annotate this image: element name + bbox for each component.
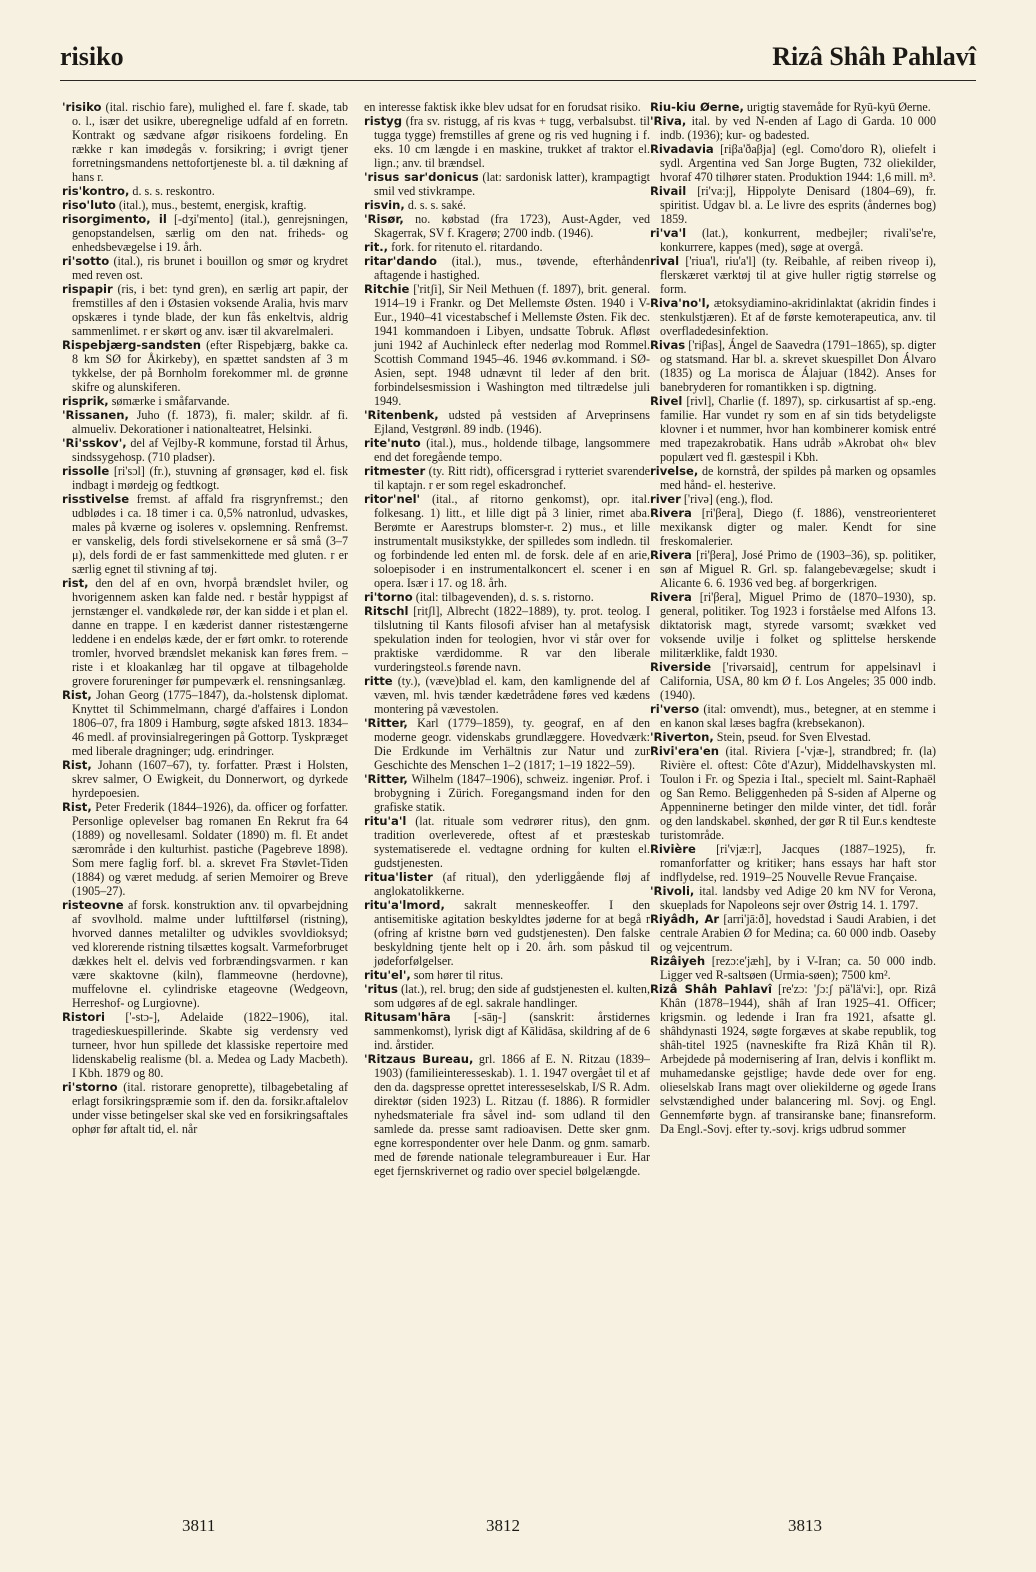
dictionary-entry	[650, 184, 936, 226]
entry-headword: Rispebjærg-sandsten	[62, 338, 202, 352]
dictionary-entry	[650, 842, 936, 884]
entry-headword: Riu-kiu Øerne,	[650, 100, 744, 114]
entry-headword: ritua'lister	[364, 870, 433, 884]
dictionary-entry	[364, 982, 650, 1010]
entry-headword: risorgimento, il	[62, 212, 167, 226]
dictionary-entry	[62, 100, 348, 184]
entry-headword: ri'torno	[364, 590, 413, 604]
entry-text: [riβa'ðaβja] (egl. Como'doro R), oliefelt i sydl. Argentina ved San Jorge Bugten, 732 oliekilder, hvoraf 470 tilhører staten. Produktion 1944: 1,6 mill. m³.	[660, 142, 936, 184]
entry-text: (ital. Riviera [-'vjæ-], strandbred; fr. (la) Rivière el. oftest: Côte d'Azur), Middelhavskysten ml. Toulon i Fr. og Spezia i Ital., specielt ml. Saint-Raphaël og San Remo. Beliggenheden på S-siden af Alperne og Appenninerne betinger den milde vinter, det tidl. forår og den landskabel. skønhed, der gør R til Eur.s kendteste turistområde.	[660, 744, 936, 842]
dictionary-entry	[364, 968, 650, 982]
entry-headword: rivelse,	[650, 464, 699, 478]
entry-headword: rissolle	[62, 464, 110, 478]
column-3	[650, 100, 936, 1500]
entry-headword: 'Ritenbenk,	[364, 408, 439, 422]
dictionary-entry	[62, 212, 348, 254]
dictionary-entry	[364, 114, 650, 170]
dictionary-entry	[62, 394, 348, 408]
entry-headword: Rivera	[650, 506, 692, 520]
entry-text: ['rivərsaid], centrum for appelsinavl i California, USA, 80 km Ø f. Los Angeles; 35 000 indb. (1940).	[660, 660, 936, 702]
entry-text: (ty.), (væve)blad el. kam, den kamlignende del af væven, ml. hvis tænder kædetrådene føres ved kædens montering på vævestolen.	[374, 674, 650, 716]
dictionary-entry	[650, 100, 936, 114]
entry-text: [ri'vjæ:r], Jacques (1887–1925), fr. romanforfatter og kritiker; hans essays har haft stor indflydelse, red. 1919–25 Nouvelle Revue Française.	[660, 842, 936, 884]
entry-text: [-sāŋ-] (sanskrit: årstidernes sammenkomst), lyrisk digt af Kālidāsa, skildring af de 6 ind. årstider.	[374, 1010, 650, 1052]
dictionary-entry	[650, 254, 936, 296]
entry-text: del af Vejlby-R kommune, forstad til Århus, sindssygehosp. (710 pladser).	[72, 436, 348, 464]
entry-text: Karl (1779–1859), ty. geograf, en af den moderne geogr. videnskabs grundlæggere. Hovedværk: Die Erdkunde im Verhältnis zur Natur und zur Geschichte des Menschen 1–2 (1817; 1–19 1822–59).	[374, 716, 650, 772]
dictionary-entry	[364, 772, 650, 814]
dictionary-entry	[364, 212, 650, 240]
entry-text: [ri'sɔl] (fr.), stuvning af grønsager, kød el. fisk indbagt i mørdejg og fedtkogt.	[72, 464, 348, 492]
entry-headword: Rivi'era'en	[650, 744, 720, 758]
column-2	[364, 100, 650, 1500]
entry-text: (lat.), konkurrent, medbejler; rivali'se're, konkurrere, kappes (med), søge at overgå.	[660, 226, 936, 254]
entry-text: (ty. Ritt ridt), officersgrad i rytteriet svarende til kaptajn. r er som regel eskadronchef.	[374, 464, 650, 492]
entry-text: (ital: tilbagevenden), d. s. s. ristorno.	[412, 590, 594, 604]
entry-text: d. s. s. saké.	[404, 198, 466, 212]
entry-headword: 'Riverton,	[650, 730, 714, 744]
entry-text: ['ritʃi], Sir Neil Methuen (f. 1897), brit. general. 1914–19 i Frankr. og Det Mellemste Østen. 1940 i V-Eur., 1940–41 vicestabschef i Mellemste Østen. Fik dec. 1941 kommandoen i Libyen, undsatte Tobruk. Afløst juni 1942 af Auchinleck efter nederlag mod Rommel. Scottish Command 1945–46. 1946 øv.kommand. i SØ-Asien, sept. 1948 udnævnt til leder af den brit. forbindelsesmission i Washington med tiltrædelse juli 1949.	[374, 282, 650, 408]
entry-headword: Rivera	[650, 548, 692, 562]
entry-text: som hører til ritus.	[410, 968, 504, 982]
entry-text: (lat. rituale som vedrører ritus), den gnm. tradition overleverede, oftest af et præsteskab systematiserede el. vedtagne ordning for kulten el. gudstjenesten.	[374, 814, 650, 870]
entry-text: (fra sv. ristugg, af ris kvas + tugg, verbalsubst. til tugga tygge) fremstilles af grene og ris ved hugning i f. eks. 10 cm længde i en maskine, trukket af traktor el. lign.; anv. til brændsel.	[374, 114, 650, 170]
entry-headword: ri'storno	[62, 1080, 118, 1094]
entry-headword: 'Risør,	[364, 212, 404, 226]
page-number-1: 3811	[182, 1516, 216, 1535]
dictionary-entry	[62, 758, 348, 800]
entry-headword: Rivas	[650, 338, 686, 352]
dictionary-entry	[364, 282, 650, 408]
entry-headword: Rivera	[650, 590, 692, 604]
entry-text: sakralt menneskeoffer. I den antisemitiske agitation beskyldtes jøderne for at begå r (ofring af kristne børn ved gudstjenesten). Den falske beskyldning tjente helt op i 20. årh. som påskud til jødeforfølgelser.	[374, 898, 650, 968]
entry-text: ['riua'l, riu'a'l] (ty. Reibahle, af reiben riveop i), flerskæret værktøj til at give huller rigtig størrelse og form.	[660, 254, 936, 296]
dictionary-entry	[364, 240, 650, 254]
entry-headword: ri'verso	[650, 702, 700, 716]
entry-text: (ital. ristorare genoprette), tilbagebetaling af erlagt forsikringspræmie som if. den da. forsikr.aftalelov under visse betingelser skal ske ved en forsikringsaftales ophør før aftalt tid, el. når	[72, 1080, 348, 1136]
entry-text: [-dʒi'mento] (ital.), genrejsningen, genopstandelsen, særlig om den nat. friheds- og enhedsbevægelse i 19. årh.	[72, 212, 348, 254]
entry-headword: risteovne	[62, 898, 124, 912]
dictionary-entry	[650, 492, 936, 506]
entry-text: (ital.), ris brunet i bouillon og smør og krydret med reven ost.	[72, 254, 348, 282]
entry-headword: Rist,	[62, 800, 92, 814]
dictionary-entry	[364, 590, 650, 604]
entry-headword: 'ritus	[364, 982, 398, 996]
entry-headword: rite'nuto	[364, 436, 421, 450]
entry-headword: Riverside	[650, 660, 712, 674]
dictionary-entry	[650, 548, 936, 590]
entry-headword: ritor'nel'	[364, 492, 421, 506]
entry-headword: rit.,	[364, 240, 389, 254]
entry-headword: ritte	[364, 674, 393, 688]
entry-headword: 'Rissanen,	[62, 408, 129, 422]
dictionary-entry	[650, 660, 936, 702]
dictionary-entry	[364, 170, 650, 198]
entry-text: d. s. s. reskontro.	[129, 184, 215, 198]
dictionary-entry	[62, 800, 348, 898]
page-header	[60, 42, 976, 82]
entry-headword: 'risiko	[62, 100, 102, 114]
entry-headword: 'Rivoli,	[650, 884, 695, 898]
entry-text: [rezɔ:e'jæh], by i V-Iran; ca. 50 000 indb. Ligger ved R-saltsøen (Urmia-søen); 7500 km².	[660, 954, 936, 982]
entry-text: [ri'βera], Miguel Primo de (1870–1930), sp. general, politiker. Tog 1923 i forståelse med Alfons 13. diktatorisk magt, styrede varsomt; svækket ved voksende uvilje i folket og splittelse herskende militærklike, faldt 1930.	[660, 590, 936, 660]
entry-headword: Rist,	[62, 688, 92, 702]
entry-headword: risprik,	[62, 394, 109, 408]
entry-text: sømærke i småfarvande.	[108, 394, 230, 408]
dictionary-entry	[650, 954, 936, 982]
dictionary-entry	[650, 114, 936, 142]
entry-headword: 'Ritzaus Bureau,	[364, 1052, 474, 1066]
entry-text: (ital: omvendt), mus., betegner, at en stemme i en kanon skal læses bagfra (krebsekanon).	[660, 702, 936, 730]
entry-text: den del af en ovn, hvorpå brændslet hviler, og hvorigennem asken kan falde ned. r består hyppigst af jernstænger el. vandkølede rør, der kan sidde i et plan el. danne en trappe. I en kæderist danner ristestængerne leddene i en endeløs kæde, der er ført omkr. to roterende tromler, hvorved brændslet mekanisk kan føres frem. – riste i et kloakanlæg har til opgave at tilbageholde grovere forureninger før pumpeværk el. rensningsanlæg.	[72, 576, 348, 688]
entry-headword: Ristori	[62, 1010, 106, 1024]
dictionary-entry	[364, 870, 650, 898]
entry-text: Stein, pseud. for Sven Elvestad.	[713, 730, 871, 744]
dictionary-entry	[650, 338, 936, 394]
dictionary-entry	[62, 464, 348, 492]
dictionary-entry	[62, 1010, 348, 1080]
entry-headword: 'Ritter,	[364, 772, 408, 786]
dictionary-entry	[364, 1052, 650, 1178]
entry-text: [re'zɔ: 'ʃɔ:ʃ pä'lä'vi:], opr. Rizâ Khân (1878–1944), shâh af Iran 1925–41. Officer; krigsmin. og ledende i Iran fra 1921, afsatte gl. shâhdynasti 1924, søgte forgæves at skabe republik, tog shâh-titel 1925 (navneskifte fra Rizâ Khân til R). Arbejdede på modernisering af Iran, delvis i konflikt m. muhamedanske gejstlige; havde dede over for eng. olieselskab Irans magt over oliekilderne og øgede Irans selvstændighed under balancering ml. Sovj. og Engl. Gennemførte bygn. af transiranske bane; finansreform. Da Engl.-Sovj. efter ty.-sovj. krigs udbrud sommer	[660, 982, 936, 1136]
entry-text: [rivl], Charlie (f. 1897), sp. cirkusartist af sp.-eng. familie. Har vundet ry som en af sin tids betydeligste klovner i et nummer, hvor han kombinerer komisk entré med trapezakrobatik. Hans udråb »Akrobat oh« blev populært ved fl. gæstespil i Kbh.	[660, 394, 936, 464]
entry-text: ital. by ved N-enden af Lago di Garda. 10 000 indb. (1936); kur- og badested.	[660, 114, 936, 142]
entry-text: [ri'va:j], Hippolyte Denisard (1804–69), fr. spiritist. Udgav bl. a. Le livre des esprits (åndernes bog) 1859.	[660, 184, 936, 226]
dictionary-entry	[364, 492, 650, 590]
entry-text: Juho (f. 1873), fi. maler; skildr. af fi. almueliv. Dekorationer i nationalteatret, Helsinki.	[72, 408, 348, 436]
entry-headword: riso'luto	[62, 198, 116, 212]
entry-headword: Ritschl	[364, 604, 409, 618]
entry-text: urigtig stavemåde for Ryū-kyū Øerne.	[743, 100, 931, 114]
entry-headword: ri'va'l	[650, 226, 687, 240]
entry-text: Peter Frederik (1844–1926), da. officer og forfatter. Personlige oplevelser bag romanen En Rekrut fra 64 (1889) og novellesaml. Soldater (1890) m. fl. Et andet særområde i den kulturhist. pastiche (Pagebreve 1898). Som mere faglig forf. bl. a. skrevet Fra Støvlet-Tiden (1884) og været medudg. af serien Memoirer og Breve (1905–27).	[72, 800, 348, 898]
entry-headword: 'Riva,	[650, 114, 687, 128]
dictionary-entry	[650, 912, 936, 954]
header-right-guideword: Rizâ Shâh Pahlavî	[772, 42, 976, 71]
dictionary-entry	[650, 394, 936, 464]
entry-text: fremst. af affald fra risgrynfremst.; den udblødes i ca. 18 timer i ca. 0,5% natronlud, udvaskes, males på kværne og isoleres v. opslemning. Renfremst. er vanskelig, dels fordi stivelsekornene er så små (3–7 μ), dels fordi de er fast sammenkittede med gluten. r er særlig egnet til stivning af tøj.	[72, 492, 348, 576]
dictionary-entry	[650, 744, 936, 842]
entry-text: ['rivə] (eng.), flod.	[680, 492, 774, 506]
dictionary-entry	[650, 142, 936, 184]
entry-text: (ris, i bet: tynd gren), en særlig art papir, der fremstilles af den i Østasien voksende Aralia, hvis marv opskæres i tynde blade, der kun fås enkeltvis, aldrig sammenlimet. r er skørt og anv. især til akvarelmaleri.	[72, 282, 348, 338]
dictionary-entry	[62, 1080, 348, 1136]
dictionary-entry	[364, 898, 650, 968]
entry-headword: ritmester	[364, 464, 426, 478]
entry-text: (ital.), mus., tøvende, efterhånden aftagende i hastighed.	[374, 254, 650, 282]
page-number-3: 3813	[788, 1516, 822, 1535]
entry-headword: ritu'el',	[364, 968, 411, 982]
entry-text: Johan Georg (1775–1847), da.-holstensk diplomat. Knyttet til Schimmelmann, chargé d'affaires i London 1806–07, fra 1809 i Hamburg, søgte afsked 1813. 1834–46 medl. af provinsialregeringen på Gottorp. Tyskpræget med liberale dragninger; udg. erindringer.	[72, 688, 348, 758]
entry-headword: rist,	[62, 576, 89, 590]
entry-text: (ital. rischio fare), mulighed el. fare f. skade, tab o. l., især det usikre, uberegnelige udfald af en forretn. Kontrakt og sædvane afgør risikoens fordeling. En række r kan imødegås v. forsikring; i øvrigt tjener forretningsmandens nettofortjeneste bl. a. til dækning af hans r.	[72, 100, 348, 184]
dictionary-entry	[650, 884, 936, 912]
dictionary-entry	[62, 898, 348, 1010]
entry-headword: rispapir	[62, 282, 113, 296]
entry-headword: river	[650, 492, 681, 506]
dictionary-entry	[364, 814, 650, 870]
entry-headword: Rist,	[62, 758, 92, 772]
entry-text: [ri'βera], José Primo de (1903–36), sp. politiker, søn af Miguel R. Grl. sp. falangebevægelse; skudt i Alicante 6. 6. 1936 ved beg. af borgerkrigen.	[660, 548, 936, 590]
header-rule	[60, 80, 976, 81]
entry-text: (af ritual), den yderliggående fløj af anglokatolikkerne.	[374, 870, 650, 898]
dictionary-entry	[62, 408, 348, 436]
dictionary-entry	[62, 688, 348, 758]
entry-headword: risvin,	[364, 198, 405, 212]
entry-text: ['riβas], Ángel de Saavedra (1791–1865), sp. digter og statsmand. Har bl. a. skrevet skuespillet Don Álvaro (1835) og La morisca de Álajuar (1842). Anses for banebryderen for romantikken i sp. digtning.	[660, 338, 936, 394]
entry-headword: Rivière	[650, 842, 696, 856]
dictionary-entry	[62, 338, 348, 394]
entry-text: (lat.), rel. brug; den side af gudstjenesten el. kulten, som udgøres af de egl. sakrale handlinger.	[374, 982, 650, 1010]
entry-headword: 'Ri'sskov',	[62, 436, 127, 450]
entry-headword: Ritchie	[364, 282, 410, 296]
entry-headword: risstivelse	[62, 492, 130, 506]
entry-text: grl. 1866 af E. N. Ritzau (1839–1903) (familieinteresseskab). 1. 1. 1947 overgået til et af den da. dagspresse oprettet interesseselskab, I/S R. Adm. direktør (siden 1923) L. Ritzau (f. 1886). R formidler nyhedsmateriale fra såvel ind- som udland til den samlede da. presse samt radioavisen. Dette sker gnm. egne korrespondenter over hele Danm. og gnm. samarb. med de førende nationale telegrambureauer i Eur. Har eget fjernskrivernet og radio over speciel bølgelængde.	[374, 1052, 650, 1178]
entry-text: Wilhelm (1847–1906), schweiz. ingeniør. Prof. i brobygning i Zürich. Foregangsmand inden for den grafiske statik.	[374, 772, 650, 814]
entry-text: ['-stɔ-], Adelaide (1822–1906), ital. tragedieskuespillerinde. Skabte sig verdensry ved turneer, hvor hun spillede det klassiske repertoire med lidenskabelig realisme (bl. a. Medea og Lady Macbeth). I Kbh. 1879 og 80.	[72, 1010, 348, 1080]
dictionary-entry	[364, 100, 650, 114]
dictionary-entry	[364, 604, 650, 674]
dictionary-entry	[650, 506, 936, 548]
dictionary-entry	[364, 198, 650, 212]
entry-text: no. købstad (fra 1723), Aust-Agder, ved Skagerrak, SV f. Kragerø; 2700 indb. (1946).	[374, 212, 650, 240]
dictionary-entry	[650, 982, 936, 1136]
entry-headword: ritar'dando	[364, 254, 437, 268]
entry-text: Johann (1607–67), ty. forfatter. Præst i Holsten, skrev salmer, O Ewigkeit, du Donnerwort, og dyrkede hyrdepoesien.	[72, 758, 348, 800]
entry-headword: ri'sotto	[62, 254, 110, 268]
dictionary-entry	[364, 436, 650, 464]
dictionary-entry	[364, 408, 650, 436]
dictionary-entry	[650, 702, 936, 730]
entry-text: (ital., af ritorno genkomst), opr. ital. folkesang. 1) litt., et lille digt på 3 linier, rimet aba. Berømte er Aarestrups blomster-r. 2) mus., et lille instrumentalt musikstykke, der spilledes som indledn. til og forbindende led enten ml. de forsk. dele af en arie, soloepisoder i en instrumentalkoncert el. scener i en opera. Især i 17. og 18. årh.	[374, 492, 650, 590]
dictionary-entry	[62, 282, 348, 338]
entry-headword: rival	[650, 254, 680, 268]
dictionary-entry	[650, 226, 936, 254]
dictionary-entry	[650, 590, 936, 660]
entry-headword: ristyg	[364, 114, 402, 128]
entry-text: en interesse faktisk ikke blev udsat for en forudsat risiko.	[364, 100, 641, 114]
entry-text: ital. landsby ved Adige 20 km NV for Verona, skueplads for Napoleons sejr over Østrig 14. 1. 1797.	[660, 884, 936, 912]
dictionary-entry	[364, 464, 650, 492]
entry-headword: Rivail	[650, 184, 687, 198]
entry-text: af forsk. konstruktion anv. til opvarbejdning af svovlhold. malme under lufttilførsel (ristning), hvorved dannes metalilter og udvikles svovldioksyd; ved klorerende ristning tilsættes kogsalt. Varmeforbruget dækkes helt el. delvis ved forbrændingsvarmen. r kan være skaktovne (kiln), flammeovne (herdovne), muffelovne el. cylindriske etageovne (Wedgeovn, Herreshof- og Lurgiovne).	[72, 898, 348, 1010]
entry-headword: ritu'a'lmord,	[364, 898, 445, 912]
entry-headword: Rivel	[650, 394, 683, 408]
dictionary-entry	[364, 254, 650, 282]
page-number-2: 3812	[486, 1516, 520, 1535]
dictionary-entry	[650, 296, 936, 338]
entry-text: udsted på vestsiden af Arveprinsens Ejland, Vestgrønl. 89 indb. (1946).	[374, 408, 650, 436]
entry-text: (ital.), mus., bestemt, energisk, kraftig.	[115, 198, 307, 212]
dictionary-entry	[364, 716, 650, 772]
dictionary-entry	[62, 576, 348, 688]
dictionary-entry	[62, 184, 348, 198]
entry-text: de kornstrå, der spildes på marken og opsamles med hånd- el. hesterive.	[660, 464, 936, 492]
entry-headword: Rizâiyeh	[650, 954, 706, 968]
entry-headword: Rizâ Shâh Pahlavî	[650, 982, 772, 996]
entry-text: (lat: sardonisk latter), krampagtigt smil ved stivkrampe.	[374, 170, 650, 198]
entry-headword: 'Ritter,	[364, 716, 408, 730]
entry-text: (efter Rispebjærg, bakke ca. 8 km SØ for Åkirkeby), en spættet sandsten af 3 m tykkelse, der på Bornholm forekommer ml. de grønne skifre og alunskiferen.	[72, 338, 348, 394]
entry-text: (ital.), mus., holdende tilbage, langsommere end det foregående tempo.	[374, 436, 650, 464]
dictionary-entry	[62, 198, 348, 212]
entry-headword: Ritusam'hāra	[364, 1010, 451, 1024]
entry-text: [arri'jā:ð], hovedstad i Saudi Arabien, i det centrale Arabien Ø for Medina; ca. 60 000 indb. Oaseby og vejcentrum.	[660, 912, 936, 954]
dictionary-entry	[650, 730, 936, 744]
dictionary-entry	[62, 254, 348, 282]
entry-text: ætoksydiamino-akridinlaktat (akridin findes i stenkulstjæren). Et af de første kemoterapeutica, anv. til overfladedesinfektion.	[660, 296, 936, 338]
dictionary-entry	[364, 1010, 650, 1052]
entry-headword: Riva'no'l,	[650, 296, 710, 310]
entry-headword: 'risus sar'donicus	[364, 170, 479, 184]
dictionary-entry	[650, 464, 936, 492]
entry-headword: ris'kontro,	[62, 184, 130, 198]
dictionary-entry	[62, 492, 348, 576]
entry-text: fork. for ritenuto el. ritardando.	[388, 240, 543, 254]
entry-text: [ri'βera], Diego (f. 1886), venstreorienteret mexikansk digter og maler. Kendt for sine freskomalerier.	[660, 506, 936, 548]
entry-text: [ritʃl], Albrecht (1822–1889), ty. prot. teolog. I tilslutning til Kants filosofi afviser han al metafysisk spekulation inden for teologien, hvor vi står over for praktiske værdidomme. R var den liberale vurderingsteol.s førende navn.	[374, 604, 650, 674]
entry-headword: Riyâdh, Ar	[650, 912, 720, 926]
header-left-guideword: risiko	[60, 42, 124, 71]
dictionary-entry	[364, 674, 650, 716]
entry-headword: Rivadavia	[650, 142, 714, 156]
column-1	[62, 100, 348, 1500]
entry-headword: ritu'a'l	[364, 814, 407, 828]
dictionary-entry	[62, 436, 348, 464]
